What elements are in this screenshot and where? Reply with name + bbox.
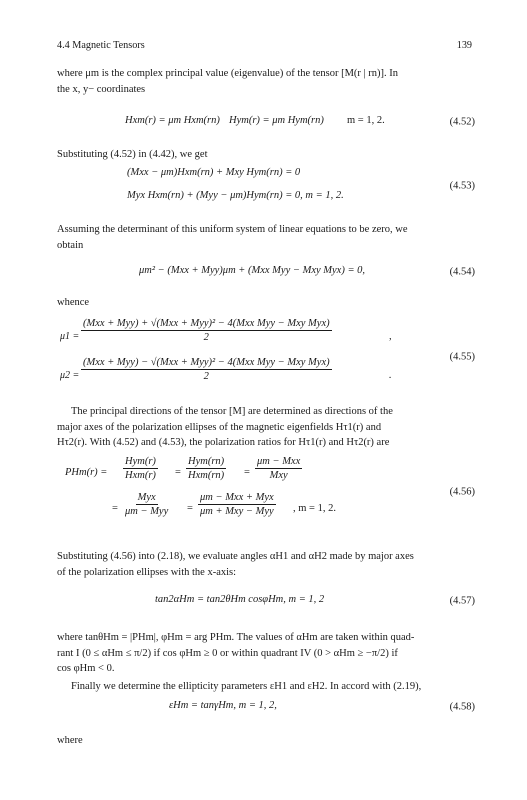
eq-line: μm² − (Mxx + Myy)μm + (Mxx Myy − Mxy Myx) = 0, <box>139 265 366 276</box>
eq-condition: , m = 1, 2. <box>293 503 336 514</box>
equation-4-57 <box>57 590 475 612</box>
denominator: 2 <box>203 371 209 382</box>
text-line: Assuming the determinant of this uniform system of linear equations to be zero, we <box>57 224 408 235</box>
paragraph: Substituting (4.52) in (4.42), we get <box>57 149 208 160</box>
paragraph <box>57 404 475 451</box>
equation-4-54 <box>57 262 475 282</box>
numerator: Hym(rn) <box>188 456 225 467</box>
equation-4-58 <box>57 697 475 717</box>
equation-4-56 <box>57 456 475 528</box>
numerator: (Mxx + Myy) − √(Mxx + Myy)² − 4(Mxx Myy − Mxy Myx) <box>83 357 330 368</box>
eq-line: εHm = tanγHm, m = 1, 2, <box>169 700 277 711</box>
text-line: major axes of the polarization ellipses of the magnetic eigenfields Hτ1(r) and <box>57 421 382 433</box>
running-header <box>57 40 472 51</box>
denominator: Hxm(rn) <box>188 470 225 481</box>
paragraph: Finally we determine the ellipticity parameters εH1 and εH2. In accord with (2.19), <box>71 681 422 692</box>
equation-number: (4.54) <box>449 266 475 278</box>
eq-line: (Mxx − μm)Hxm(rn) + Mxy Hym(rn) = 0 <box>127 167 301 178</box>
paragraph: where <box>57 735 83 746</box>
numerator: Hym(r) <box>125 456 156 467</box>
equals-sign: = <box>244 467 250 478</box>
equation-number: (4.52) <box>449 116 475 128</box>
equation-number: (4.55) <box>449 351 475 363</box>
denominator: μm − Myy <box>125 506 169 517</box>
text-line: the x, y− coordinates <box>57 83 146 95</box>
eq-fraction <box>123 492 170 517</box>
equation-number: (4.56) <box>449 486 475 498</box>
paragraph <box>57 630 475 677</box>
numerator: (Mxx + Myy) + √(Mxx + Myy)² − 4(Mxx Myy − Mxy Myx) <box>83 318 330 329</box>
text-line: cos φHm < 0. <box>57 663 115 674</box>
paragraph: whence <box>57 297 90 308</box>
eq-fraction <box>81 318 332 343</box>
text-line: rant I (0 ≤ αHm ≤ π/2) if cos φHm ≥ 0 or within quadrant IV (0 > αHm ≥ −π/2) if <box>57 647 398 659</box>
section-title: 4.4 Magnetic Tensors <box>57 40 145 51</box>
equation-number: (4.53) <box>449 180 475 192</box>
text-line: Substituting (4.56) into (2.18), we evaluate angles αH1 and αH2 made by major axes <box>57 551 414 562</box>
eq-lhs: PHm(r) = <box>65 467 108 478</box>
numerator: Myx <box>137 492 156 503</box>
eq-part: Hym(r) = μm Hym(rn) <box>229 115 324 126</box>
text-line: where μm is the complex principal value (eigenvalue) of the tensor [M(r | rn)]. In <box>57 68 398 79</box>
denominator: μm + Mxy − Myy <box>200 506 274 517</box>
paragraph <box>57 222 475 253</box>
denominator: Mxy <box>269 470 288 481</box>
text-line: where tanθHm = |PHm|, φHm = arg PHm. The values of αHm are taken within quad- <box>57 632 415 643</box>
equation-4-55 <box>57 318 475 396</box>
text-line: of the polarization ellipses with the x-axis: <box>57 566 237 578</box>
punctuation: . <box>389 370 392 381</box>
eq-part: Hxm(r) = μm Hxm(rn) <box>125 115 220 126</box>
text-line: Hτ2(r). With (4.52) and (4.53), the polarization ratios for Hτ1(r) and Hτ2(r) are <box>57 437 390 448</box>
equation-4-53 <box>57 165 475 207</box>
eq-fraction <box>186 456 226 481</box>
equals-sign: = <box>175 467 181 478</box>
equation-number: (4.57) <box>449 595 475 607</box>
paragraph <box>57 549 475 580</box>
text-line: The principal directions of the tensor [M] are determined as directions of the <box>71 406 393 417</box>
eq-line: tan2αHm = tan2θHm cosφHm, m = 1, 2 <box>155 594 325 605</box>
denominator: 2 <box>203 332 209 343</box>
eq-condition: m = 1, 2. <box>347 115 385 126</box>
eq-fraction <box>81 357 332 382</box>
eq-line: Myx Hxm(rn) + (Myy − μm)Hym(rn) = 0, m = 1, 2. <box>127 190 344 201</box>
equals-sign: = <box>112 503 118 514</box>
eq-lhs: μ1 = <box>60 331 80 342</box>
equals-sign: = <box>187 503 193 514</box>
equation-4-52 <box>57 112 475 132</box>
eq-fraction <box>198 492 276 517</box>
eq-lhs: μ2 = <box>60 370 80 381</box>
equation-number: (4.58) <box>449 701 475 713</box>
text-line: obtain <box>57 239 84 251</box>
numerator: μm − Mxx + Myx <box>200 492 274 503</box>
eq-fraction <box>255 456 302 481</box>
punctuation: , <box>389 331 392 342</box>
paragraph-intro <box>57 66 475 97</box>
page-number: 139 <box>456 40 472 51</box>
eq-fraction <box>123 456 158 481</box>
numerator: μm − Mxx <box>257 456 301 467</box>
denominator: Hxm(r) <box>125 470 156 481</box>
